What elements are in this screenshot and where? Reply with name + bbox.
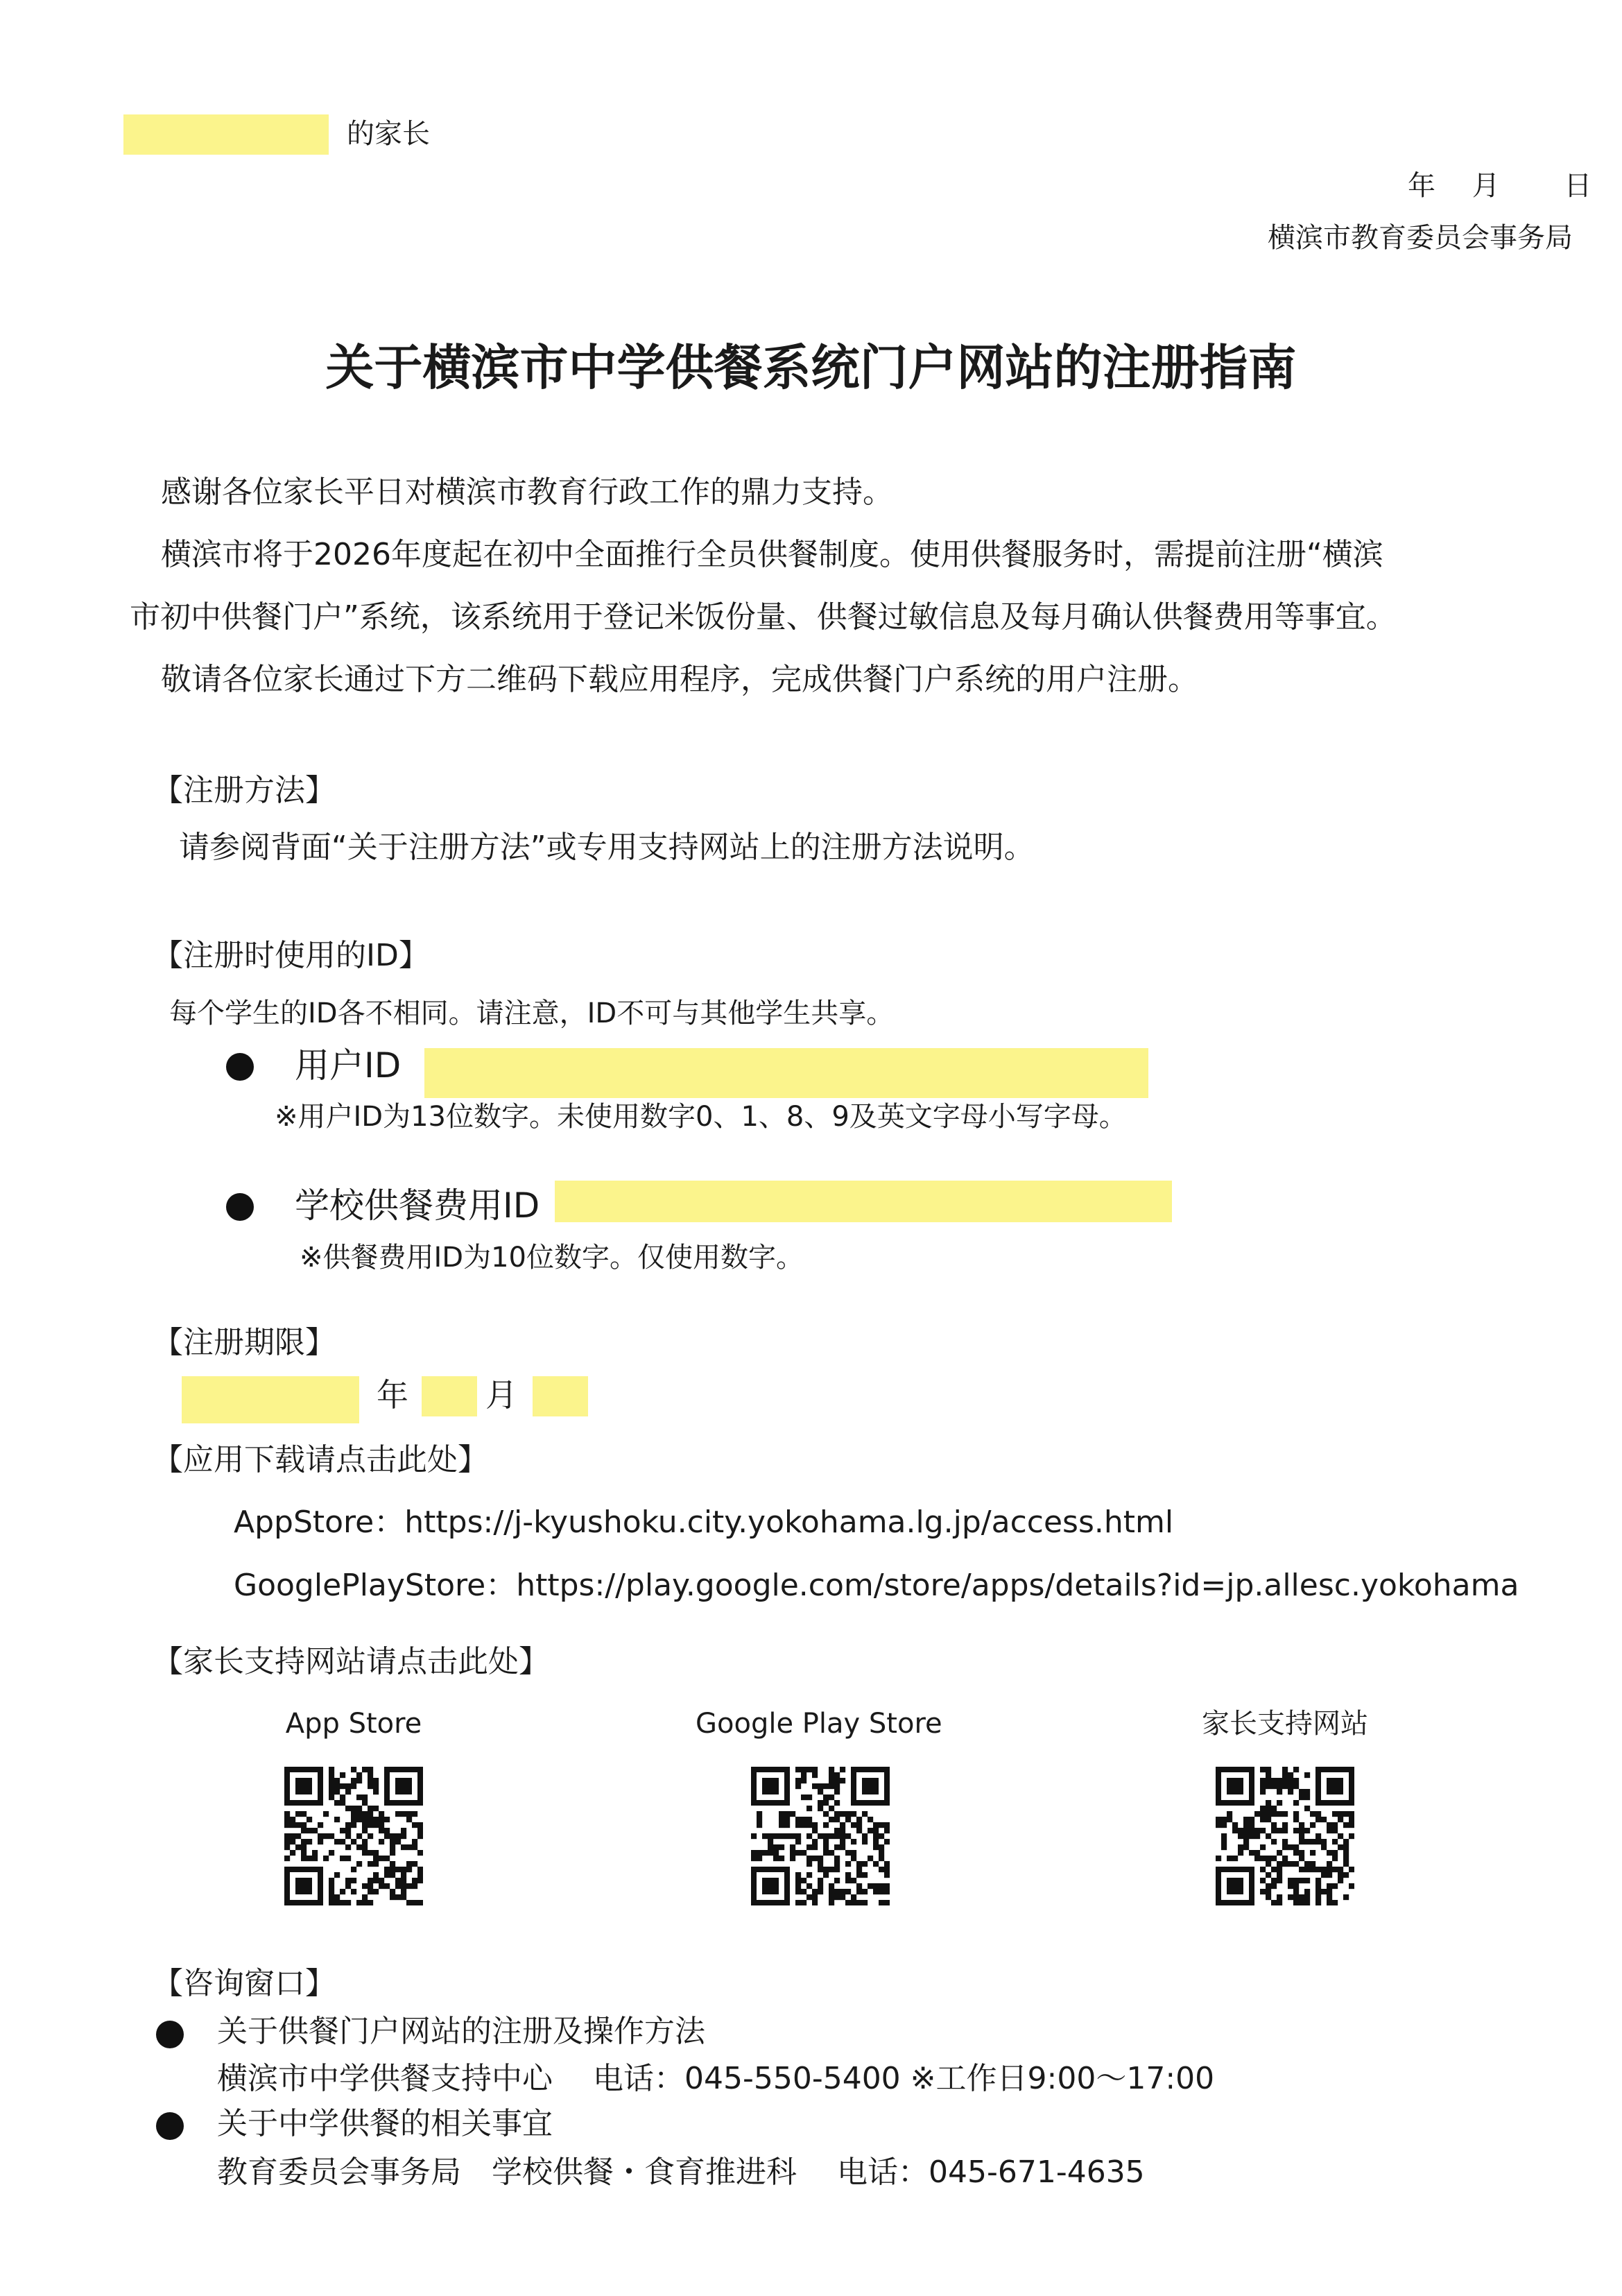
contact-item-1-title: 关于供餐门户网站的注册及操作方法	[217, 2014, 705, 2049]
deadline-month-field[interactable]	[422, 1376, 477, 1416]
intro-paragraph-2-line-2: 市初中供餐门户”系统，该系统用于登记米饭份量、供餐过敏信息及每月确认供餐费用等事宜。	[130, 599, 1397, 635]
bullet-icon	[226, 1053, 254, 1081]
qr-label-googleplay: Google Play Store	[696, 1708, 942, 1740]
contact-heading: 【咨询窗口】	[153, 1966, 336, 2001]
deadline-month-label: 月	[485, 1376, 517, 1414]
ids-note: 每个学生的ID各不相同。请注意，ID不可与其他学生共享。	[169, 997, 895, 1029]
meal-fee-id-note: ※供餐费用ID为10位数字。仅使用数字。	[300, 1242, 804, 1274]
support-heading: 【家长支持网站请点击此处】	[153, 1644, 549, 1679]
appstore-link[interactable]: AppStore：https://j-kyushoku.city.yokohama.lg.jp/access.html	[234, 1505, 1174, 1540]
intro-paragraph-1: 感谢各位家长平日对横滨市教育行政工作的鼎力支持。	[161, 474, 893, 510]
meal-fee-id-field[interactable]	[555, 1181, 1172, 1222]
date-line: 年 月 日	[1408, 170, 1592, 202]
recipient-name-field[interactable]	[123, 114, 329, 155]
user-id-field[interactable]	[424, 1048, 1148, 1098]
download-heading: 【应用下载请点击此处】	[153, 1442, 488, 1477]
deadline-year-label: 年	[377, 1376, 408, 1414]
qr-code-googleplay[interactable]	[751, 1767, 890, 1905]
intro-paragraph-3: 敬请各位家长通过下方二维码下载应用程序，完成供餐门户系统的用户注册。	[161, 662, 1198, 697]
contact-item-2-detail: 教育委员会事务局 学校供餐・食育推进科 电话：045-671-4635	[217, 2154, 1145, 2190]
qr-label-appstore: App Store	[285, 1708, 422, 1740]
page-title: 关于横滨市中学供餐系统门户网站的注册指南	[325, 339, 1297, 396]
qr-label-support-site: 家长支持网站	[1202, 1708, 1368, 1740]
issuer: 横滨市教育委员会事务局	[1268, 222, 1573, 254]
bullet-icon	[226, 1193, 254, 1221]
contact-item-2-title: 关于中学供餐的相关事宜	[217, 2106, 553, 2141]
googleplay-link[interactable]: GooglePlayStore：https://play.google.com/store/apps/details?id=jp.allesc.yokohama	[234, 1568, 1519, 1603]
recipient-suffix: 的家长	[347, 118, 430, 150]
registration-method-text: 请参阅背面“关于注册方法”或专用支持网站上的注册方法说明。	[179, 830, 1035, 865]
meal-fee-id-label: 学校供餐费用ID	[295, 1185, 540, 1226]
deadline-year-field[interactable]	[182, 1376, 359, 1423]
qr-code-appstore[interactable]	[284, 1767, 423, 1905]
deadline-day-field[interactable]	[533, 1376, 588, 1416]
bullet-icon	[156, 2112, 184, 2140]
user-id-label: 用户ID	[295, 1045, 402, 1086]
deadline-heading: 【注册期限】	[153, 1325, 336, 1360]
registration-method-heading: 【注册方法】	[153, 773, 336, 808]
user-id-note: ※用户ID为13位数字。未使用数字0、1、8、9及英文字母小写字母。	[275, 1101, 1127, 1133]
qr-code-support-site[interactable]	[1216, 1767, 1354, 1905]
intro-paragraph-2-line-1: 横滨市将于2026年度起在初中全面推行全员供餐制度。使用供餐服务时，需提前注册“横滨	[161, 537, 1383, 572]
ids-heading: 【注册时使用的ID】	[153, 938, 429, 973]
bullet-icon	[156, 2021, 184, 2048]
contact-item-1-detail: 横滨市中学供餐支持中心 电话：045-550-5400 ※工作日9:00〜17:00	[217, 2061, 1215, 2096]
